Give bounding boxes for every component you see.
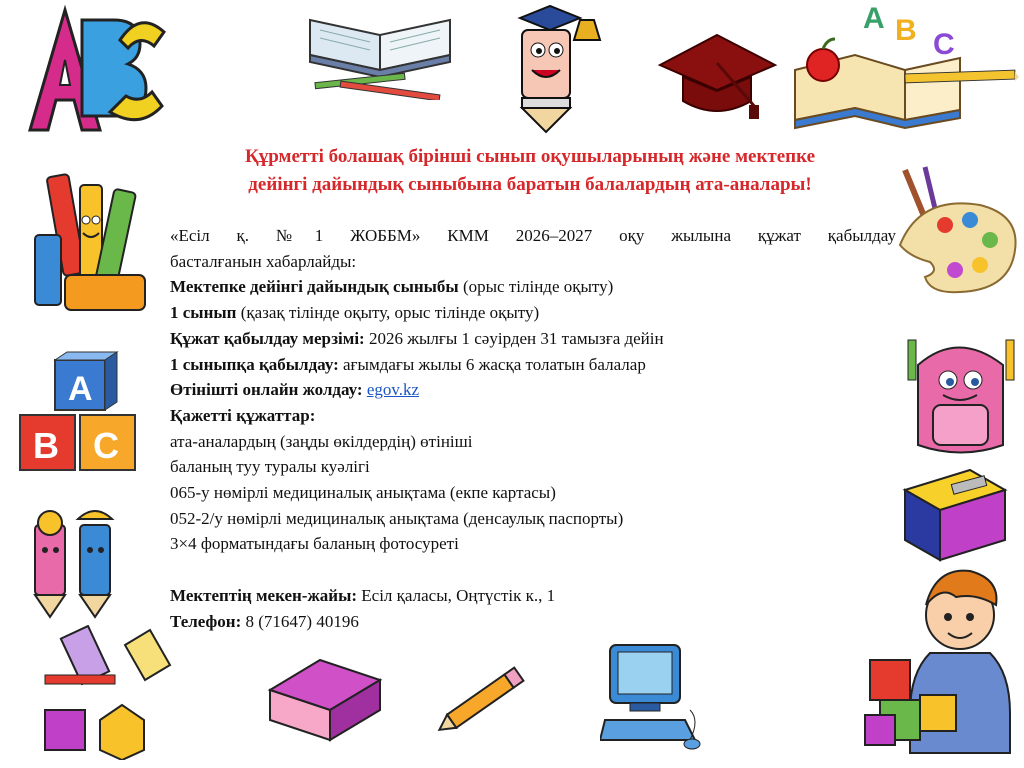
first-grade-row	[170, 300, 896, 326]
title-line-1: Құрметті болашақ бірінші сынып оқушыларының және мектепке	[244, 146, 816, 167]
pencil-clipart	[430, 660, 535, 740]
document-item: 052-2/у нөмірлі медициналық анықтама (денсаулық паспорты)	[170, 508, 624, 528]
svg-text:C: C	[933, 28, 955, 61]
admission-period-text: 2026 жылғы 1 сәуірден 31 тамызға дейін	[364, 328, 664, 348]
school-address-label: Мектептің мекен-жайы:	[170, 585, 358, 605]
school-address-row	[170, 583, 896, 609]
school-address-value: Есіл қаласы, Оңтүстік к., 1	[357, 585, 556, 605]
egov-link[interactable]: egov.kz	[366, 380, 420, 400]
abc-blocks-clipart	[15, 350, 140, 475]
svg-text:A: A	[863, 2, 885, 35]
first-grade-admission-text: ағымдағы жылы 6 жасқа толатын балалар	[338, 354, 646, 374]
crayons-in-cup-clipart	[25, 165, 155, 315]
preschool-class-label: Мектепке дейінгі дайындық сыныбы	[170, 277, 459, 297]
first-grade-label: 1 сынып	[170, 303, 237, 323]
pencil-kids-clipart	[20, 505, 135, 620]
phone-value: 8 (71647) 40196	[241, 611, 359, 631]
svg-text:B: B	[895, 14, 917, 47]
svg-text:C: C	[93, 425, 119, 466]
spacer	[170, 557, 896, 583]
document-item: 3×4 форматындағы баланың фотосуреті	[170, 534, 459, 554]
document-item: ата-аналардың (заңды өкілдердің) өтініші	[170, 431, 473, 451]
online-application-label: Өтінішті онлайн жолдау:	[170, 380, 363, 400]
title-line-2: дейінгі дайындық сыныбына баратын балалардың ата-аналары!	[248, 174, 812, 195]
required-documents-heading: Қажетті құжаттар:	[170, 405, 316, 425]
admission-period-label: Құжат қабылдау мерзімі:	[170, 328, 365, 348]
first-grade-admission-label: 1 сыныпқа қабылдау:	[170, 354, 339, 374]
phone-label: Телефон:	[170, 611, 242, 631]
notice-body	[170, 223, 896, 634]
graduation-cap-clipart	[655, 25, 780, 120]
geometric-shapes-clipart	[40, 625, 180, 760]
admission-period-row	[170, 326, 896, 352]
pencil-mascot-bell-clipart	[490, 0, 610, 135]
open-book-pencils-clipart	[300, 10, 460, 100]
preschool-class-row	[170, 274, 896, 300]
intro-line-2: басталғанын хабарлайды:	[170, 251, 357, 271]
first-grade-admission-row	[170, 352, 896, 378]
notice-title	[180, 143, 880, 199]
computer-clipart	[600, 640, 705, 755]
intro-line-1: «Есіл қ. №1 ЖОББМ» КММ 2026–2027 оқу жылына құжат қабылдау	[170, 226, 896, 245]
book-apple-abc-clipart	[785, 0, 1020, 135]
pencil-sharpener-clipart	[900, 465, 1010, 565]
paint-palette-brushes-clipart	[885, 165, 1020, 305]
eraser-clipart	[265, 650, 385, 745]
svg-text:A: A	[68, 370, 93, 408]
document-item: баланың туу туралы куәлігі	[170, 457, 370, 477]
online-application-row	[170, 377, 896, 403]
phone-row	[170, 609, 896, 635]
preschool-class-text: (орыс тілінде оқыту)	[458, 277, 614, 297]
first-grade-text: (қазақ тілінде оқыту, орыс тілінде оқыту)	[236, 303, 540, 323]
backpack-mascot-clipart	[898, 335, 1023, 460]
document-item: 065-у нөмірлі медициналық анықтама (екпе картасы)	[170, 483, 556, 503]
svg-text:B: B	[33, 425, 59, 466]
abc-letters-clipart	[20, 0, 170, 140]
